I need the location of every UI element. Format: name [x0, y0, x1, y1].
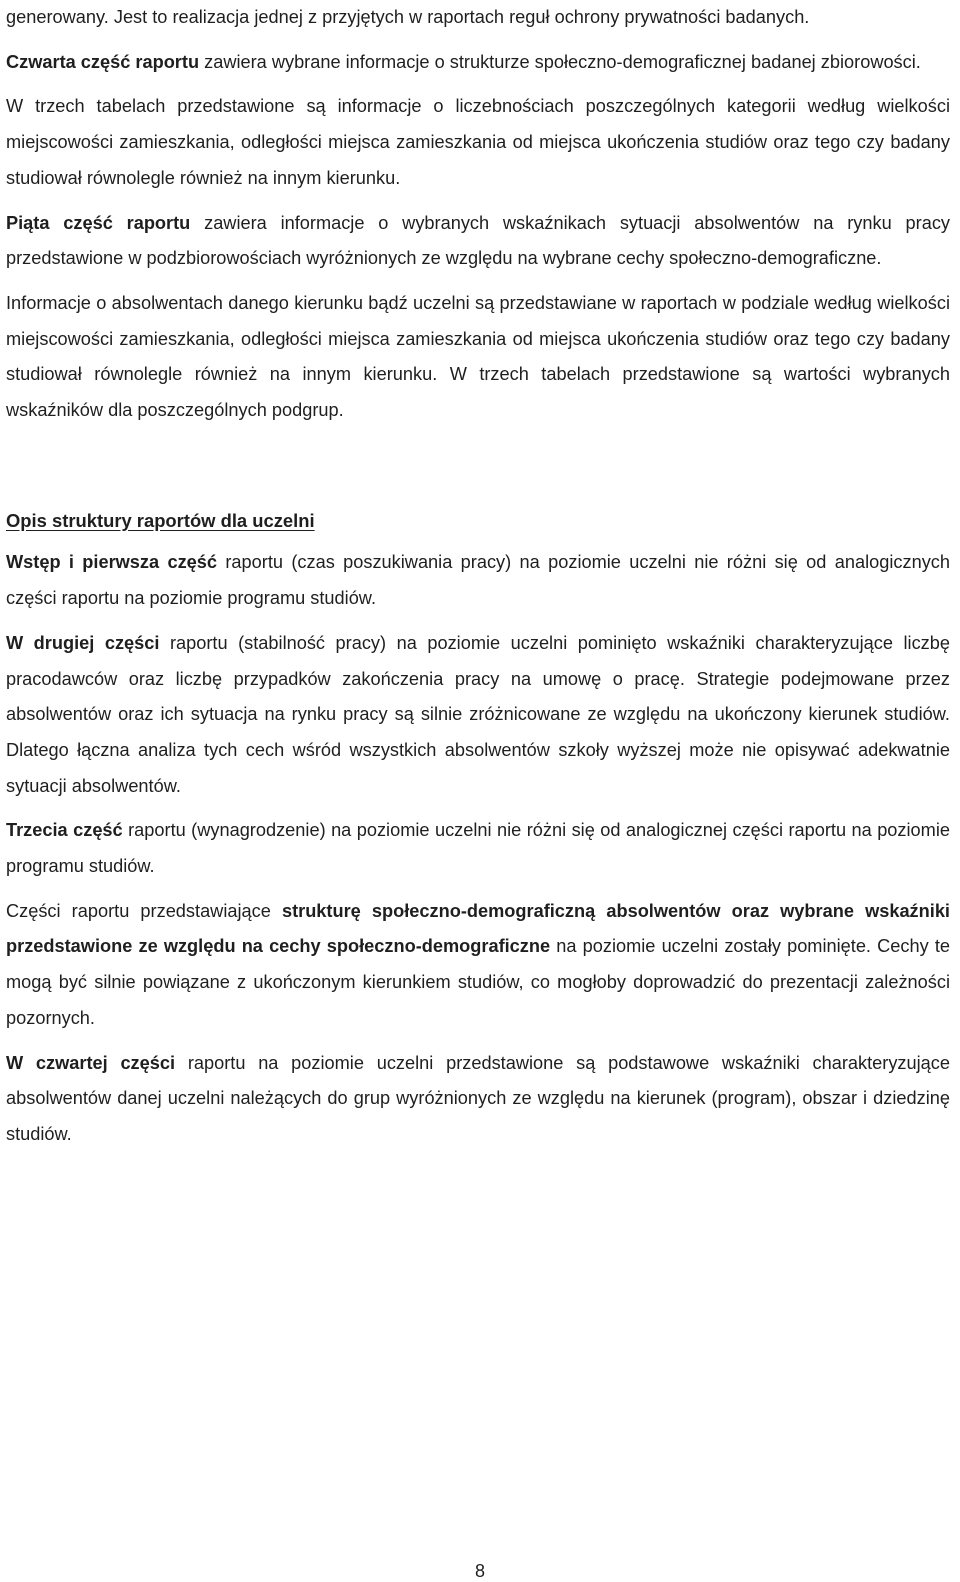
paragraph-intro-part-one: Wstęp i pierwsza część raportu (czas poszukiwania pracy) na poziomie uczelni nie różni się od analogicznych części raportu na poziomie programu studiów. [6, 552, 951, 609]
bold-lead: W czwartej części [6, 1052, 176, 1073]
paragraph-part-five: Piąta część raportu zawiera informacje o wybranych wskaźnikach sytuacji absolwentów na rynku pracy przedstawione w podzbiorowościach wyróżnionych ze względu na wybrane cechy społeczno-demograficzne. [6, 212, 951, 269]
document-page [6, 0, 950, 1153]
bold-lead: Piąta część raportu [6, 212, 191, 233]
paragraph-part-two: W drugiej części raportu (stabilność pracy) na poziomie uczelni pominięto wskaźniki charakteryzujące liczbę pracodawców oraz liczbę przypadków zakończenia pracy na umowę o pracę. Strategie podejmowane przez absolwentów oraz ich sytuacja na rynku pracy są silnie zróżnicowane ze względu na ukończony kierunek studiów. Dlatego łączna analiza tych cech wśród wszystkich absolwentów szkoły wyższej może nie opisywać adekwatnie sytuacji absolwentów. [6, 632, 950, 796]
bold-phrase: strukturę społeczno-demograficzną absolwentów oraz wybrane wskaźniki przedstawione ze względu na cechy społeczno-demograficzne [6, 900, 950, 957]
bold-lead: Wstęp i pierwsza część [6, 552, 218, 573]
paragraph-part-four: Czwarta część raportu zawiera wybrane informacje o strukturze społeczno-demograficznej badanej zbiorowości. [6, 51, 921, 72]
paragraph-part-three: Trzecia część raportu (wynagrodzenie) na poziomie uczelni nie różni się od analogicznej części raportu na poziomie programu studiów. [6, 820, 950, 877]
bold-lead: W drugiej części [6, 632, 160, 653]
page-number: 8 [474, 1561, 485, 1581]
paragraph-graduate-info: Informacje o absolwentach danego kierunku bądź uczelni są przedstawiane w raportach w podziale według wielkości miejscowości zamieszkania, odległości miejsca zamieszkania od miejsca ukończenia studiów oraz tego czy badany studiował równolegle również na innym kierunku. W trzech tabelach przedstawione są wartości wybranych wskaźników dla poszczególnych podgrup. [6, 292, 950, 421]
paragraph-omitted-parts: Części raportu przedstawiające strukturę społeczno-demograficzną absolwentów oraz wybrane wskaźniki przedstawione ze względu na cechy społeczno-demograficzne na poziomie uczelni zostały pominięte. Cechy te mogą być silnie powiązane z ukończonym kierunkiem studiów, co mogłoby doprowadzić do prezentacji zależności pozornych. [6, 900, 950, 1028]
paragraph-three-tables: W trzech tabelach przedstawione są informacje o liczebnościach poszczególnych kategorii według wielkości miejscowości zamieszkania, odległości miejsca zamieszkania od miejsca ukończenia studiów oraz tego czy badany studiował równolegle również na innym kierunku. [6, 96, 950, 188]
paragraph-part-four-university: W czwartej części raportu na poziomie uczelni przedstawione są podstawowe wskaźniki charakteryzujące absolwentów danej uczelni należących do grup wyróżnionych ze względu na kierunek (program), obszar i dziedzinę studiów. [6, 1052, 950, 1144]
section-heading: Opis struktury raportów dla uczelni [6, 509, 315, 531]
bold-lead: Czwarta część raportu [6, 51, 200, 72]
bold-lead: Trzecia część [6, 820, 123, 841]
paragraph-privacy: generowany. Jest to realizacja jednej z przyjętych w raportach reguł ochrony prywatności badanych. [6, 7, 810, 27]
